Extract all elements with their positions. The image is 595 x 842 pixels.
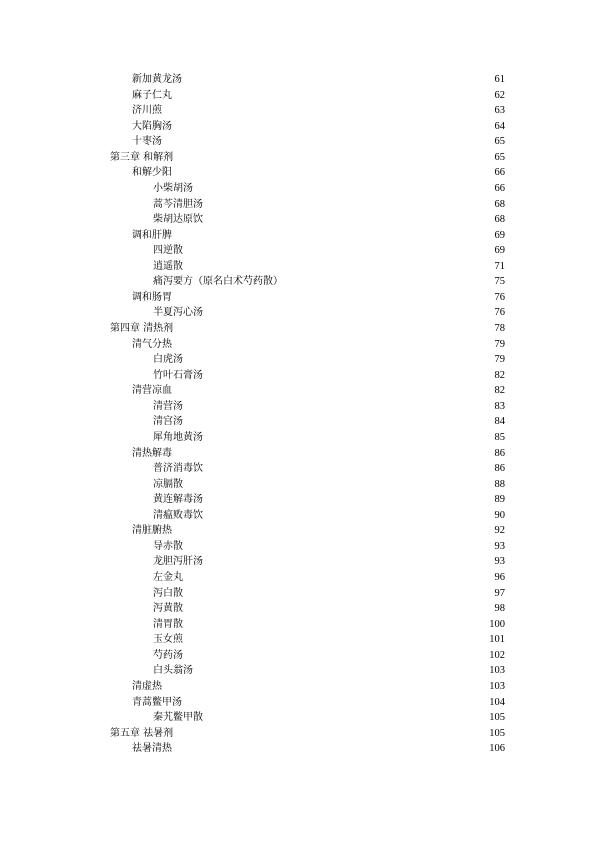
toc-entry-title: 清虚热 <box>132 680 162 692</box>
toc-entry-title: 白头翁汤 <box>153 665 193 677</box>
toc-entry-title: 犀角地黄汤 <box>153 431 203 443</box>
toc-section-entry <box>0 679 595 695</box>
toc-item-entry <box>0 368 595 384</box>
toc-entry-page-number: 82 <box>494 369 505 381</box>
toc-entry-page-number: 66 <box>494 182 505 194</box>
toc-entry-page-number: 75 <box>494 276 505 288</box>
toc-entry-page-number: 82 <box>494 385 505 397</box>
toc-entry-title: 柴胡达原饮 <box>153 214 203 226</box>
toc-entry-page-number: 86 <box>494 447 505 459</box>
toc-entry-page-number: 83 <box>494 400 505 412</box>
toc-entry-page-number: 104 <box>489 696 505 708</box>
toc-entry-title: 调和肝脾 <box>132 229 172 241</box>
toc-entry-page-number: 93 <box>494 540 505 552</box>
toc-entry-page-number: 92 <box>494 525 505 537</box>
toc-entry-page-number: 69 <box>494 229 505 241</box>
toc-entry-title: 新加黄龙汤 <box>132 74 182 85</box>
toc-item-entry <box>0 414 595 430</box>
toc-entry-page-number: 65 <box>494 151 505 163</box>
toc-section-entry <box>0 290 595 306</box>
toc-item-entry <box>0 352 595 368</box>
toc-entry-title: 清营凉血 <box>132 385 172 397</box>
toc-entry-page-number: 105 <box>489 712 505 724</box>
toc-entry-title: 清脏腑热 <box>132 525 172 537</box>
toc-entry-title: 凉膈散 <box>153 478 183 490</box>
toc-entry-title: 痛泻要方（原名白术芍药散） <box>153 276 283 288</box>
toc-item-entry <box>0 586 595 602</box>
toc-item-entry <box>0 197 595 213</box>
toc-chapter-entry <box>0 321 595 337</box>
toc-entry-page-number: 79 <box>494 354 505 366</box>
toc-entry-title: 半夏泻心汤 <box>153 307 203 319</box>
toc-chapter-entry <box>0 150 595 166</box>
toc-entry-title: 秦艽鳖甲散 <box>153 712 203 724</box>
toc-entry-page-number: 64 <box>494 120 505 132</box>
toc-item-entry <box>0 710 595 726</box>
toc-entry-title: 左金丸 <box>153 572 183 583</box>
toc-entry-title: 清瘟败毒饮 <box>153 509 203 521</box>
toc-item-entry <box>0 554 595 570</box>
toc-entry-page-number: 98 <box>494 603 505 615</box>
toc-section-entry <box>0 228 595 244</box>
toc-entry-title: 黄连解毒汤 <box>153 494 203 506</box>
toc-entry-page-number: 106 <box>489 743 505 755</box>
toc-item-entry <box>0 601 595 617</box>
toc-item-entry <box>0 399 595 415</box>
toc-entry-title: 芍药汤 <box>153 649 183 661</box>
toc-entry-page-number: 86 <box>494 463 505 475</box>
toc-section-entry <box>0 337 595 353</box>
toc-section-entry <box>0 523 595 539</box>
toc-entry-page-number: 63 <box>494 105 505 117</box>
toc-entry-page-number: 101 <box>489 634 505 646</box>
toc-item-entry <box>0 274 595 290</box>
toc-section-entry <box>0 446 595 462</box>
toc-entry-title: 普济消毒饮 <box>153 463 203 475</box>
toc-entry-title: 蒿芩清胆汤 <box>153 198 203 210</box>
toc-entry-page-number: 79 <box>494 338 505 350</box>
toc-item-entry <box>0 617 595 633</box>
toc-section-entry <box>0 103 595 119</box>
toc-item-entry <box>0 492 595 508</box>
toc-item-entry <box>0 430 595 446</box>
toc-entry-title: 龙胆泻肝汤 <box>153 556 203 568</box>
toc-item-entry <box>0 461 595 477</box>
toc-entry-title: 第四章 清热剂 <box>110 323 174 334</box>
toc-entry-title: 泻白散 <box>153 587 183 599</box>
toc-entry-title: 祛暑清热 <box>132 743 172 755</box>
toc-entry-page-number: 61 <box>494 74 505 85</box>
toc-entry-page-number: 69 <box>494 245 505 257</box>
toc-entry-page-number: 76 <box>494 307 505 319</box>
toc-item-entry <box>0 648 595 664</box>
toc-entry-title: 第三章 和解剂 <box>110 151 174 163</box>
toc-item-entry <box>0 305 595 321</box>
toc-entry-page-number: 68 <box>494 198 505 210</box>
toc-entry-title: 导赤散 <box>153 540 183 552</box>
toc-chapter-entry <box>0 726 595 742</box>
toc-entry-title: 清热解毒 <box>132 447 172 459</box>
toc-section-entry <box>0 88 595 104</box>
toc-item-entry <box>0 632 595 648</box>
toc-item-entry <box>0 570 595 586</box>
toc-entry-title: 清宫汤 <box>153 416 183 428</box>
toc-item-entry <box>0 181 595 197</box>
toc-entry-title: 和解少阳 <box>132 167 172 179</box>
toc-entry-page-number: 84 <box>494 416 505 428</box>
toc-entry-title: 泻黄散 <box>153 603 183 615</box>
toc-entry-page-number: 66 <box>494 167 505 179</box>
toc-entry-title: 大陷胸汤 <box>132 120 172 132</box>
toc-entry-page-number: 89 <box>494 494 505 506</box>
toc-section-entry <box>0 165 595 181</box>
toc-item-entry <box>0 663 595 679</box>
toc-entry-title: 玉女煎 <box>153 634 183 646</box>
toc-entry-title: 小柴胡汤 <box>153 182 193 194</box>
toc-entry-page-number: 105 <box>489 727 505 739</box>
toc-item-entry <box>0 477 595 493</box>
toc-item-entry <box>0 212 595 228</box>
toc-entry-page-number: 103 <box>489 680 505 692</box>
toc-entry-title: 清胃散 <box>153 618 183 630</box>
toc-section-entry <box>0 695 595 711</box>
toc-entry-page-number: 102 <box>489 649 505 661</box>
toc-entry-title: 清气分热 <box>132 338 172 350</box>
table-of-contents <box>0 72 595 757</box>
toc-entry-page-number: 62 <box>494 89 505 101</box>
toc-item-entry <box>0 243 595 259</box>
toc-entry-title: 四逆散 <box>153 245 183 257</box>
toc-entry-page-number: 103 <box>489 665 505 677</box>
toc-entry-page-number: 78 <box>494 323 505 334</box>
toc-entry-title: 济川煎 <box>132 105 162 117</box>
toc-entry-title: 竹叶石膏汤 <box>153 369 203 381</box>
toc-entry-page-number: 90 <box>494 509 505 521</box>
toc-entry-page-number: 97 <box>494 587 505 599</box>
toc-item-entry <box>0 508 595 524</box>
toc-item-entry <box>0 539 595 555</box>
toc-entry-title: 麻子仁丸 <box>132 89 172 101</box>
toc-entry-page-number: 93 <box>494 556 505 568</box>
toc-entry-page-number: 96 <box>494 572 505 583</box>
toc-section-entry <box>0 119 595 135</box>
toc-entry-page-number: 85 <box>494 431 505 443</box>
toc-section-entry <box>0 134 595 150</box>
toc-section-entry <box>0 741 595 757</box>
toc-entry-page-number: 76 <box>494 291 505 303</box>
toc-entry-page-number: 68 <box>494 214 505 226</box>
toc-entry-title: 第五章 祛暑剂 <box>110 727 174 739</box>
toc-entry-title: 十枣汤 <box>132 136 162 148</box>
toc-entry-page-number: 71 <box>494 260 505 272</box>
toc-item-entry <box>0 259 595 275</box>
toc-section-entry <box>0 383 595 399</box>
toc-entry-title: 白虎汤 <box>153 354 183 366</box>
toc-entry-title: 调和肠胃 <box>132 291 172 303</box>
toc-entry-title: 清营汤 <box>153 400 183 412</box>
toc-entry-title: 青蒿鳖甲汤 <box>132 696 182 708</box>
toc-entry-page-number: 65 <box>494 136 505 148</box>
toc-entry-page-number: 100 <box>489 618 505 630</box>
toc-entry-page-number: 88 <box>494 478 505 490</box>
toc-section-entry <box>0 72 595 88</box>
toc-entry-title: 逍遥散 <box>153 260 183 272</box>
